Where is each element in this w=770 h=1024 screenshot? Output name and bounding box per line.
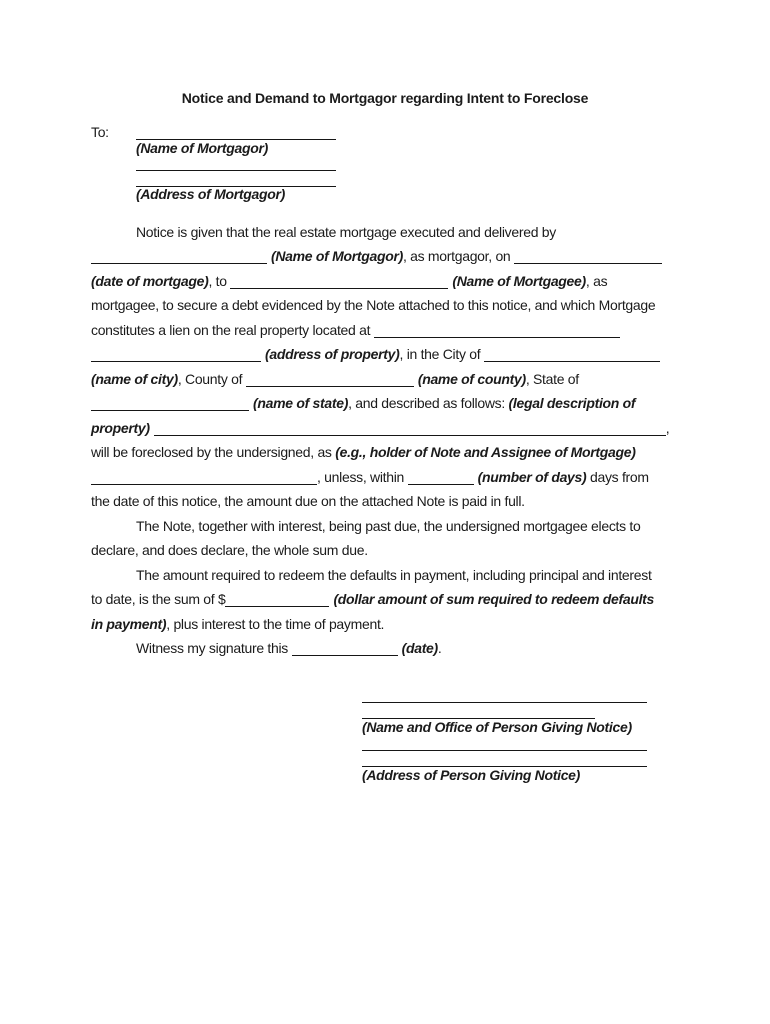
field-caption: (legal description of [508, 395, 636, 411]
signer-address-caption: (Address of Person Giving Notice) [362, 767, 581, 784]
signature-row [362, 687, 679, 703]
mortgage-date-field [514, 251, 662, 264]
mortgagor-address-caption: (Address of Mortgagor) [136, 186, 285, 202]
body-line-13 [91, 514, 679, 539]
field-caption: (dollar amount of sum required to redeem defaults [333, 591, 655, 607]
body-line-18 [91, 636, 679, 661]
field-caption: (address of property) [265, 346, 400, 362]
body-text: , unless, within [317, 468, 408, 485]
recipient-row [91, 125, 679, 141]
field-caption: (Name of Mortgagor) [271, 248, 403, 264]
recipient-row [91, 187, 679, 203]
signature-line-1 [362, 690, 647, 703]
property-location-field-2 [91, 349, 261, 362]
body-line-1 [91, 220, 679, 245]
signature-date-field [292, 643, 398, 656]
signature-row [362, 735, 679, 751]
days-field [408, 472, 474, 485]
body-line-6 [91, 342, 679, 367]
field-caption: in payment) [91, 615, 167, 632]
signature-row [362, 767, 679, 783]
body-text: will be foreclosed by the undersigned, as [91, 444, 336, 460]
body-text: constitutes a lien on the real property located at [91, 321, 374, 338]
body-line-14 [91, 538, 679, 563]
property-location-field-1 [374, 325, 620, 338]
field-caption: (name of city) [91, 370, 178, 387]
body-line-11 [91, 465, 679, 490]
body-line-9 [91, 416, 679, 441]
body-text: , State of [525, 370, 579, 387]
signature-line-2 [362, 706, 595, 719]
field-caption: (name of county) [417, 370, 526, 387]
body-text: , [665, 419, 670, 436]
signature-row [362, 751, 679, 767]
body-text: , as mortgagor, on [402, 248, 514, 264]
legal-description-field [154, 423, 666, 436]
signature-block [362, 687, 679, 784]
mortgagor-name-caption: (Name of Mortgagor) [136, 139, 268, 156]
foreclosing-party-field [91, 472, 317, 485]
county-field [246, 374, 414, 387]
body-line-8 [91, 391, 679, 416]
body-line-12 [91, 489, 679, 514]
body-text: days from [586, 468, 649, 485]
redeem-amount-field [225, 594, 329, 607]
body-text: to date, is the sum of $ [91, 591, 226, 607]
body-line-5 [91, 318, 679, 343]
mortgagor-address-field-1 [136, 158, 336, 171]
body-text: , plus interest to the time of payment. [166, 615, 385, 632]
document-title: Notice and Demand to Mortgagor regarding Intent to Foreclose [181, 90, 589, 106]
recipient-block [91, 125, 679, 203]
state-field [91, 398, 249, 411]
body-line-7 [91, 367, 679, 392]
body-text: . [437, 640, 442, 656]
body-text: the date of this notice, the amount due on the attached Note is paid in full. [91, 493, 525, 509]
body-line-4 [91, 293, 679, 318]
body-text: declare, and does declare, the whole sum due. [91, 542, 368, 558]
body-text: The amount required to redeem the defaults in payment, including principal and interest [136, 566, 652, 583]
body-text: , County of [177, 370, 246, 387]
body-text: , in the City of [399, 346, 484, 362]
signature-row [362, 703, 679, 719]
signer-address-line-2 [362, 754, 647, 767]
body-text: , and described as follows: [348, 395, 509, 411]
mortgagor-address-field-2 [136, 174, 336, 187]
field-caption: property) [91, 419, 150, 436]
field-caption: (e.g., holder of Note and Assignee of Mortgage) [335, 444, 636, 460]
signer-name-office-caption: (Name and Office of Person Giving Notice) [362, 718, 632, 735]
body-line-16 [91, 587, 679, 612]
notice-body [91, 220, 679, 661]
recipient-row [91, 172, 679, 188]
field-caption: (date) [401, 640, 438, 656]
city-field [484, 349, 660, 362]
body-text: Notice is given that the real estate mortgage executed and delivered by [136, 223, 556, 240]
to-label: To: [91, 124, 109, 140]
body-text: The Note, together with interest, being past due, the undersigned mortgagee elects to [136, 517, 641, 534]
signature-row [362, 719, 679, 735]
body-text: mortgagee, to secure a debt evidenced by the Note attached to this notice, and which Mortgage [91, 297, 656, 313]
body-line-3 [91, 269, 679, 294]
mortgagee-name-field [230, 276, 448, 289]
body-line-15 [91, 563, 679, 588]
field-caption: (name of state) [253, 395, 349, 411]
mortgagor-name-field [91, 251, 267, 264]
field-caption: (Name of Mortgagee) [452, 272, 586, 289]
recipient-row [91, 141, 679, 157]
body-text: Witness my signature this [136, 640, 292, 656]
mortgagor-name-field [136, 127, 336, 140]
body-text: , to [208, 272, 231, 289]
recipient-row [91, 156, 679, 172]
body-line-10 [91, 440, 679, 465]
body-text: , as [585, 272, 608, 289]
signer-address-line-1 [362, 738, 647, 751]
field-caption: (date of mortgage) [91, 272, 209, 289]
field-caption: (number of days) [477, 468, 587, 485]
body-line-17 [91, 612, 679, 637]
body-line-2 [91, 244, 679, 269]
